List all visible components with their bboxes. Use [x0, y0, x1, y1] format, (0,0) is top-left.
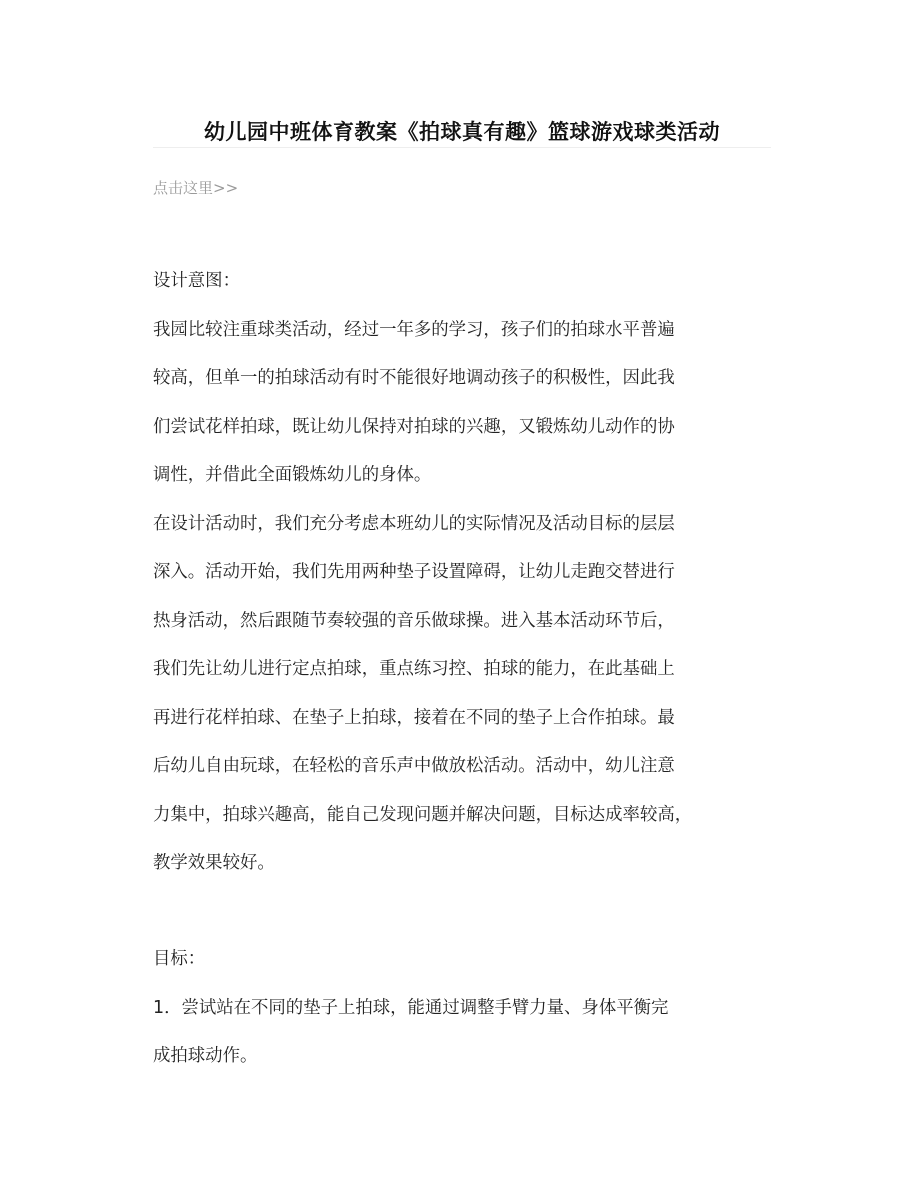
paragraph-line: 成拍球动作。 [153, 1046, 258, 1066]
paragraph-line: 在设计活动时，我们充分考虑本班幼儿的实际情况及活动目标的层层 [153, 513, 675, 534]
paragraph-line: 后幼儿自由玩球，在轻松的音乐声中做放松活动。活动中，幼儿注意 [153, 756, 675, 776]
paragraph-line: 调性，并借此全面锻炼幼儿的身体。 [153, 465, 432, 485]
paragraph-line: 1．尝试站在不同的垫子上拍球，能通过调整手臂力量、身体平衡完 [153, 997, 669, 1018]
design-heading: 设计意图： [153, 271, 240, 291]
paragraph-line: 我们先让幼儿进行定点拍球，重点练习控、拍球的能力，在此基础上 [153, 659, 675, 679]
title-divider [153, 147, 771, 148]
goals-section [153, 935, 775, 1081]
design-section [153, 257, 775, 888]
paragraph-line: 教学效果较好。 [153, 853, 275, 873]
paragraph-line: 再进行花样拍球、在垫子上拍球，接着在不同的垫子上合作拍球。最 [153, 707, 675, 728]
paragraph-line: 力集中，拍球兴趣高，能自己发现问题并解决问题，目标达成率较高， [153, 804, 693, 825]
paragraph-line: 热身活动，然后跟随节奏较强的音乐做球操。进入基本活动环节后， [153, 610, 675, 631]
paragraph-line: 我园比较注重球类活动，经过一年多的学习，孩子们的拍球水平普遍 [153, 319, 675, 340]
paragraph-line: 深入。活动开始，我们先用两种垫子设置障碍，让幼儿走跑交替进行 [153, 562, 675, 582]
paragraph-line: 较高，但单一的拍球活动有时不能很好地调动孩子的积极性，因此我 [153, 368, 675, 388]
paragraph-line: 们尝试花样拍球，既让幼儿保持对拍球的兴趣，又锻炼幼儿动作的协 [153, 416, 675, 437]
goals-heading: 目标： [153, 949, 206, 969]
document-title: 幼儿园中班体育教案《拍球真有趣》篮球游戏球类活动 [204, 120, 720, 144]
click-here-link[interactable]: 点击这里>> [153, 179, 239, 197]
